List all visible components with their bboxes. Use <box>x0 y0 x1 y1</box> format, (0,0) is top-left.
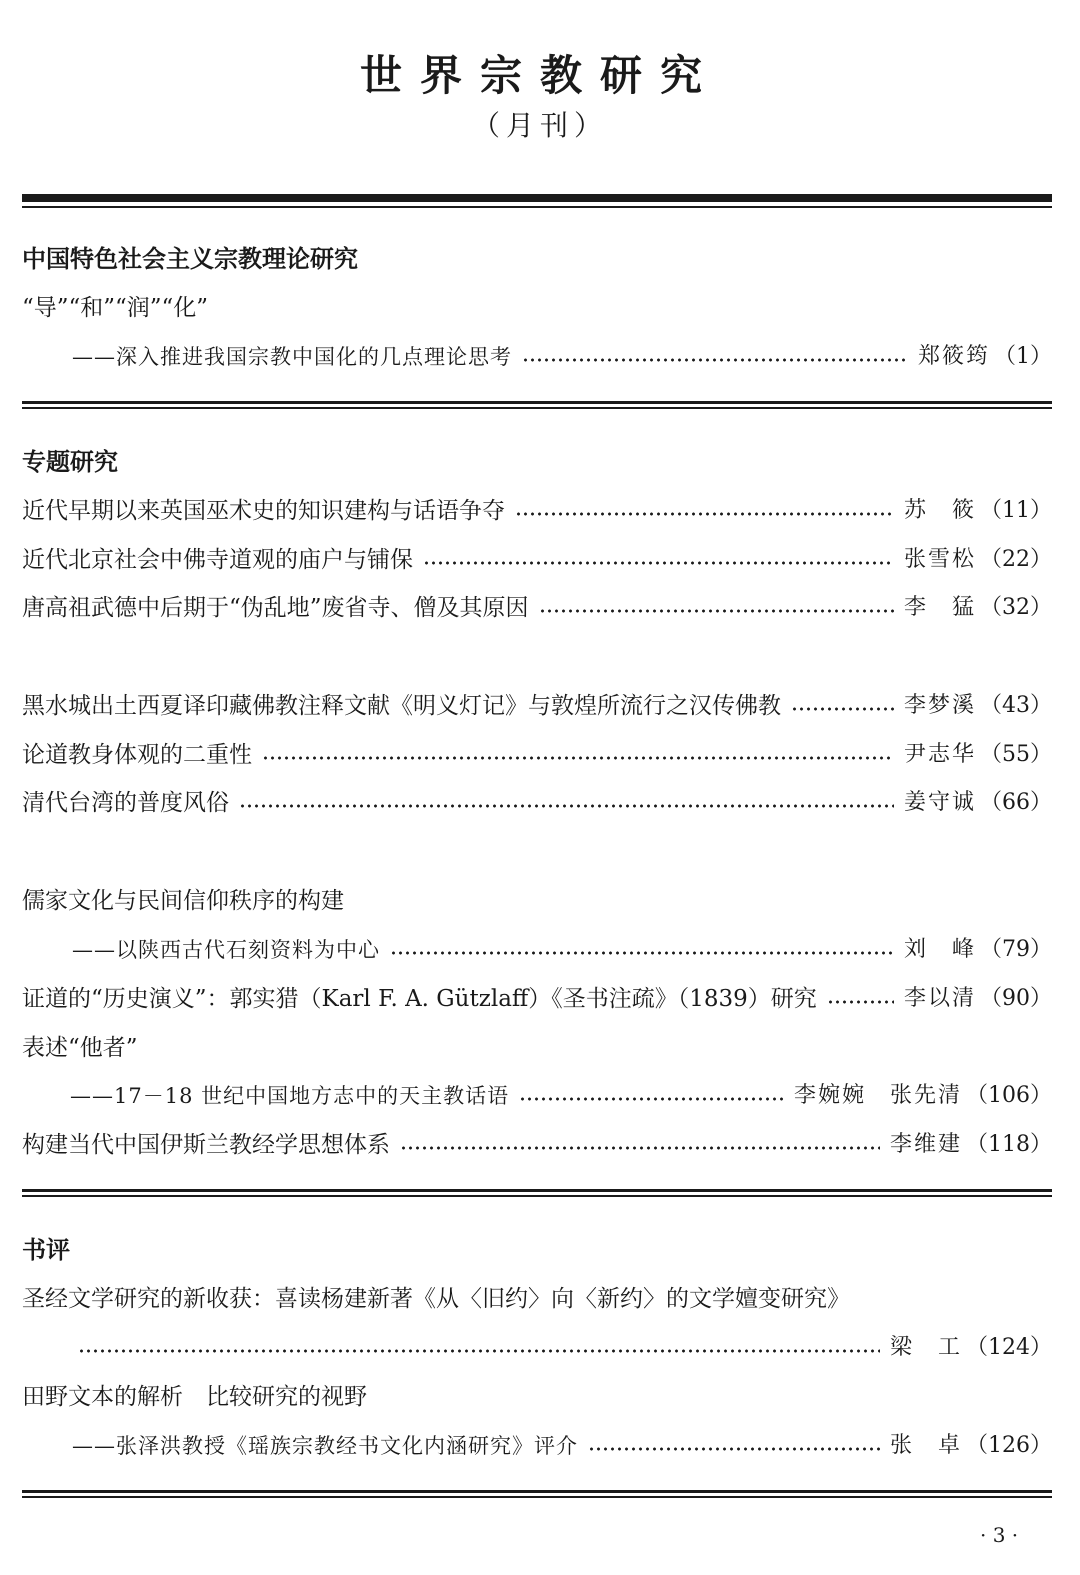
header-rule-thin <box>22 206 1052 208</box>
leader-dots <box>78 1349 880 1353</box>
entry-author: 李以清 <box>903 986 976 1011</box>
entry-author: 张雪松 <box>903 547 976 572</box>
entry-page: （22） <box>980 547 1052 572</box>
toc-entry-continuation[interactable] <box>22 1331 1052 1365</box>
toc-entry[interactable] <box>22 1128 1052 1162</box>
toc-entry-title[interactable] <box>22 1380 1052 1414</box>
leader-dots <box>390 951 894 955</box>
entry-page: （11） <box>980 498 1052 523</box>
leader-dots <box>239 804 894 808</box>
section-rule <box>22 1490 1052 1498</box>
entry-author: 姜守诚 <box>903 790 976 815</box>
entry-title: “导”“和”“润”“化” <box>22 295 209 321</box>
toc-entry[interactable] <box>22 786 1052 820</box>
page-number: · 3 · <box>980 1523 1019 1547</box>
toc-entry[interactable] <box>22 982 1052 1016</box>
leader-dots <box>519 1097 784 1101</box>
leader-dots <box>522 358 908 362</box>
toc-entry-subtitle[interactable] <box>22 1429 1052 1463</box>
leader-dots <box>827 1000 894 1004</box>
entry-author: 尹志华 <box>903 742 976 767</box>
section-heading: 中国特色社会主义宗教理论研究 <box>22 245 358 273</box>
leader-dots <box>539 609 894 613</box>
entry-page: （126） <box>966 1433 1052 1458</box>
section-heading: 书评 <box>22 1236 70 1264</box>
leader-dots <box>791 707 894 711</box>
entry-author: 苏 筱 <box>903 498 976 523</box>
entry-author: 李梦溪 <box>903 693 976 718</box>
toc-entry-title[interactable] <box>22 291 1052 325</box>
toc-entry[interactable] <box>22 689 1052 723</box>
toc-entry[interactable] <box>22 494 1052 528</box>
entry-title: 论道教身体观的二重性 <box>22 742 252 768</box>
section-rule <box>22 401 1052 409</box>
toc-entry[interactable] <box>22 591 1052 625</box>
entry-author: 李 猛 <box>903 595 976 620</box>
entry-title: 唐高祖武德中后期于“伪乱地”废省寺、僧及其原因 <box>22 595 529 621</box>
entry-title: 田野文本的解析 比较研究的视野 <box>22 1384 367 1410</box>
toc-entry-title[interactable] <box>22 884 1052 918</box>
entry-page: （124） <box>966 1335 1052 1360</box>
entry-page: （43） <box>980 693 1052 718</box>
entry-page: （106） <box>966 1083 1052 1108</box>
toc-entry[interactable] <box>22 738 1052 772</box>
entry-title: 清代台湾的普度风俗 <box>22 790 229 816</box>
leader-dots <box>400 1146 880 1150</box>
entry-title: 近代早期以来英国巫术史的知识建构与话语争夺 <box>22 498 505 524</box>
leader-dots <box>588 1447 880 1451</box>
entry-page: （90） <box>980 986 1052 1011</box>
entry-subtitle: ——以陕西古代石刻资料为中心 <box>72 938 380 962</box>
entry-page: （1） <box>994 344 1052 369</box>
entry-subtitle: ——17－18 世纪中国地方志中的天主教话语 <box>70 1084 510 1108</box>
toc-entry-subtitle[interactable] <box>22 340 1052 374</box>
entry-page: （32） <box>980 595 1052 620</box>
entry-author: 李婉婉 张先清 <box>793 1083 962 1108</box>
toc-entry[interactable] <box>22 543 1052 577</box>
entry-subtitle: ——张泽洪教授《瑶族宗教经书文化内涵研究》评介 <box>72 1434 578 1458</box>
entry-author: 郑筱筠 <box>917 344 990 369</box>
journal-subtitle: （月刊） <box>471 109 608 142</box>
section-heading: 专题研究 <box>22 448 118 476</box>
leader-dots <box>262 756 894 760</box>
entry-author: 张 卓 <box>889 1433 962 1458</box>
entry-page: （55） <box>980 742 1052 767</box>
toc-entry-subtitle[interactable] <box>22 1079 1052 1113</box>
entry-title: 儒家文化与民间信仰秩序的构建 <box>22 888 344 914</box>
entry-author: 梁 工 <box>889 1335 962 1360</box>
entry-title: 圣经文学研究的新收获：喜读杨建新著《从〈旧约〉向〈新约〉的文学嬗变研究》 <box>22 1286 850 1312</box>
section-rule <box>22 1189 1052 1197</box>
entry-author: 李维建 <box>889 1132 962 1157</box>
entry-page: （79） <box>980 937 1052 962</box>
toc-entry-subtitle[interactable] <box>22 933 1052 967</box>
entry-page: （66） <box>980 790 1052 815</box>
entry-subtitle: ——深入推进我国宗教中国化的几点理论思考 <box>72 345 512 369</box>
entry-author: 刘 峰 <box>903 937 976 962</box>
entry-title: 表述“他者” <box>22 1035 138 1061</box>
entry-title: 证道的“历史演义”：郭实猎（Karl F. A. Gützlaff）《圣书注疏》（1839）研究 <box>22 986 817 1012</box>
entry-title: 黑水城出土西夏译印藏佛教注释文献《明义灯记》与敦煌所流行之汉传佛教 <box>22 693 781 719</box>
toc-entry-title[interactable] <box>22 1031 1052 1065</box>
entry-page: （118） <box>966 1132 1052 1157</box>
entry-title: 近代北京社会中佛寺道观的庙户与铺保 <box>22 547 413 573</box>
leader-dots <box>515 512 894 516</box>
journal-title: 世界宗教研究 <box>359 51 720 100</box>
toc-entry-title[interactable] <box>22 1282 1052 1316</box>
leader-dots <box>423 561 894 565</box>
entry-title: 构建当代中国伊斯兰教经学思想体系 <box>22 1132 390 1158</box>
header-rule <box>22 194 1052 202</box>
